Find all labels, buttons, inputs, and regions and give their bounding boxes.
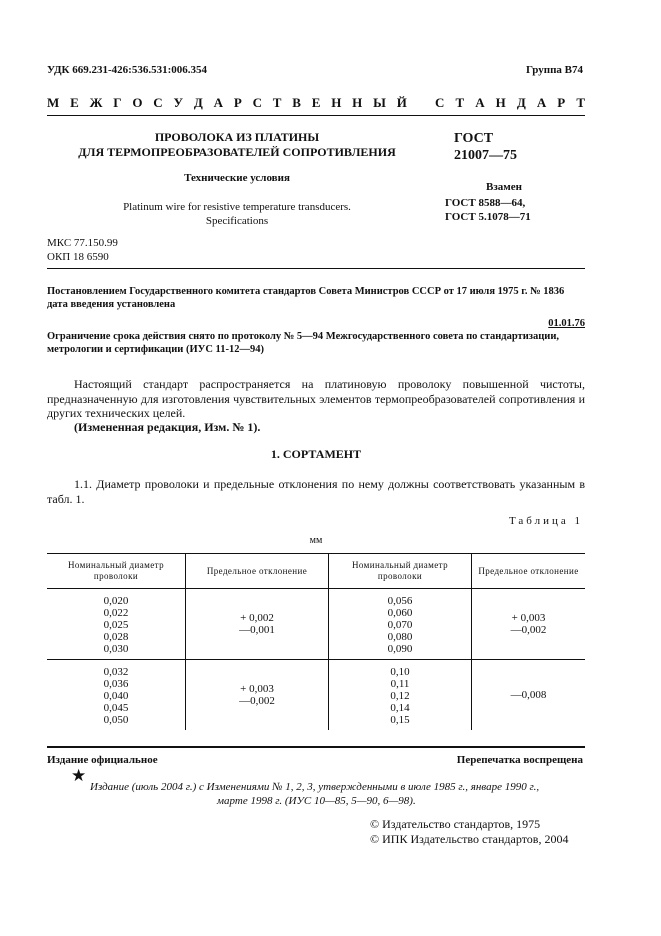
classification-codes xyxy=(47,236,118,264)
tolerance-cell: + 0,003 —0,002 xyxy=(472,589,586,660)
tolerance-cell: + 0,003 —0,002 xyxy=(186,660,329,731)
english-title-line-1: Platinum wire for resistive temperature transducers. xyxy=(123,201,351,213)
banner-rule xyxy=(47,115,585,116)
banner-letter: О xyxy=(132,95,143,110)
banner-letter: А xyxy=(475,95,485,110)
col-header-tolerance-1: Предельное отклонение xyxy=(186,554,329,589)
tolerance-cell: —0,008 xyxy=(472,660,586,731)
table-caption: Таблица 1 xyxy=(508,515,583,527)
english-title-line-2: Specifications xyxy=(205,215,269,227)
copyright-2004: © ИПК Издательство стандартов, 2004 xyxy=(370,832,569,846)
section-paragraph: 1.1. Диаметр проволоки и предельные отклонения по нему должны соответствовать указанным в табл. 1. xyxy=(47,477,585,506)
diameter-cell: 0,032 0,036 0,040 0,045 0,050 xyxy=(103,666,129,726)
replaces-label: Взамен xyxy=(486,181,522,193)
english-title xyxy=(47,200,427,228)
table-row xyxy=(47,660,585,731)
banner-letter: Д xyxy=(193,95,203,110)
reprint-prohibited: Перепечатка воспрещена xyxy=(456,754,583,766)
banner-letter: Ы xyxy=(373,95,386,110)
document-subtitle: Технические условия xyxy=(184,172,290,184)
table-unit: мм xyxy=(309,535,323,546)
copyright-1975: © Издательство стандартов, 1975 xyxy=(370,817,541,831)
banner-word-standard xyxy=(435,95,585,111)
gost-number: 21007—75 xyxy=(454,148,517,163)
table-row xyxy=(47,589,585,660)
intro-amendment: (Измененная редакция, Изм. № 1). xyxy=(74,420,261,434)
tolerance-cell: + 0,002 —0,001 xyxy=(186,589,329,660)
banner-word-interstate xyxy=(47,95,407,111)
standard-banner xyxy=(47,95,585,111)
replaces-list xyxy=(445,196,531,224)
official-edition: Издание официальное xyxy=(47,754,158,766)
banner-letter: Г xyxy=(113,95,122,110)
banner-letter: Р xyxy=(557,95,566,110)
group-code: Группа В74 xyxy=(525,64,583,76)
banner-letter: У xyxy=(173,95,184,110)
banner-letter: Т xyxy=(272,95,282,110)
document-title xyxy=(47,130,427,160)
effective-date: 01.01.76 xyxy=(548,318,585,329)
diameter-table xyxy=(47,553,585,730)
col-header-diameter-2: Номинальный диаметр проволоки xyxy=(329,554,472,589)
banner-letter: В xyxy=(292,95,301,110)
star-icon: ★ xyxy=(71,766,87,785)
banner-letter: Е xyxy=(70,95,79,110)
title-line-2: ДЛЯ ТЕРМОПРЕОБРАЗОВАТЕЛЕЙ СОПРОТИВЛЕНИЯ xyxy=(78,145,396,159)
intro-paragraph: Настоящий стандарт распространяется на платиновую проволоку повышенной чистоты, предназначенную для изготовления чувствительных элементов термопреобразователей сопротивления и других технических целей. xyxy=(47,377,585,421)
decree-line-2: дата введения установлена xyxy=(47,299,176,310)
limit-line-2: метрологии и сертификации (ИУС 11-12—94) xyxy=(47,344,264,355)
decree-block xyxy=(47,285,585,356)
banner-letter: Т xyxy=(576,95,585,110)
banner-letter: С xyxy=(252,95,262,110)
okp-code: ОКП 18 6590 xyxy=(47,251,109,263)
mks-code: МКС 77.150.99 xyxy=(47,237,118,249)
banner-letter: Й xyxy=(396,95,407,110)
banner-letter: А xyxy=(536,95,547,110)
banner-letter: Т xyxy=(455,95,465,110)
decree-line-1: Постановлением Государственного комитета стандартов Совета Министров СССР от 17 июля 1975 г. № 1836 xyxy=(47,286,565,297)
banner-letter: Н xyxy=(331,95,342,110)
section-heading: 1. СОРТАМЕНТ xyxy=(270,447,362,461)
diameter-cell: 0,056 0,060 0,070 0,080 0,090 xyxy=(329,589,472,660)
diameter-cell: 0,020 0,022 0,025 0,028 0,030 xyxy=(47,589,186,660)
edition-note-line-1: Издание (июль 2004 г.) с Изменениями № 1, 2, 3, утвержденными в июле 1985 г., январе 1990 г., xyxy=(90,781,540,793)
gost-label: ГОСТ xyxy=(454,131,494,146)
banner-letter: М xyxy=(47,95,60,110)
footer-rule xyxy=(47,746,585,748)
codes-rule xyxy=(47,268,585,269)
banner-letter: Е xyxy=(311,95,321,110)
replaces-item-2: ГОСТ 5.1078—71 xyxy=(445,211,531,223)
replaces-item-1: ГОСТ 8588—64, xyxy=(445,197,526,209)
udk-code: УДК 669.231-426:536.531:006.354 xyxy=(47,64,207,76)
banner-letter: Д xyxy=(516,95,526,110)
col-header-diameter-1: Номинальный диаметр проволоки xyxy=(47,554,186,589)
col-header-tolerance-2: Предельное отклонение xyxy=(472,554,586,589)
banner-letter: Н xyxy=(495,95,506,110)
banner-letter: Ж xyxy=(89,95,103,110)
table-header-row xyxy=(47,554,585,589)
limit-line-1: Ограничение срока действия снято по протоколу № 5—94 Межгосударственного совета по стандартизации, xyxy=(47,331,560,342)
banner-letter: С xyxy=(435,95,445,110)
banner-letter: Р xyxy=(233,95,242,110)
banner-letter: А xyxy=(213,95,223,110)
diameter-cell: 0,10 0,11 0,12 0,14 0,15 xyxy=(329,660,472,731)
banner-letter: С xyxy=(153,95,163,110)
banner-letter: Н xyxy=(352,95,363,110)
title-line-1: ПРОВОЛОКА ИЗ ПЛАТИНЫ xyxy=(154,130,320,144)
edition-note-line-2: марте 1998 г. (ИУС 10—85, 5—90, 6—98). xyxy=(217,795,416,807)
